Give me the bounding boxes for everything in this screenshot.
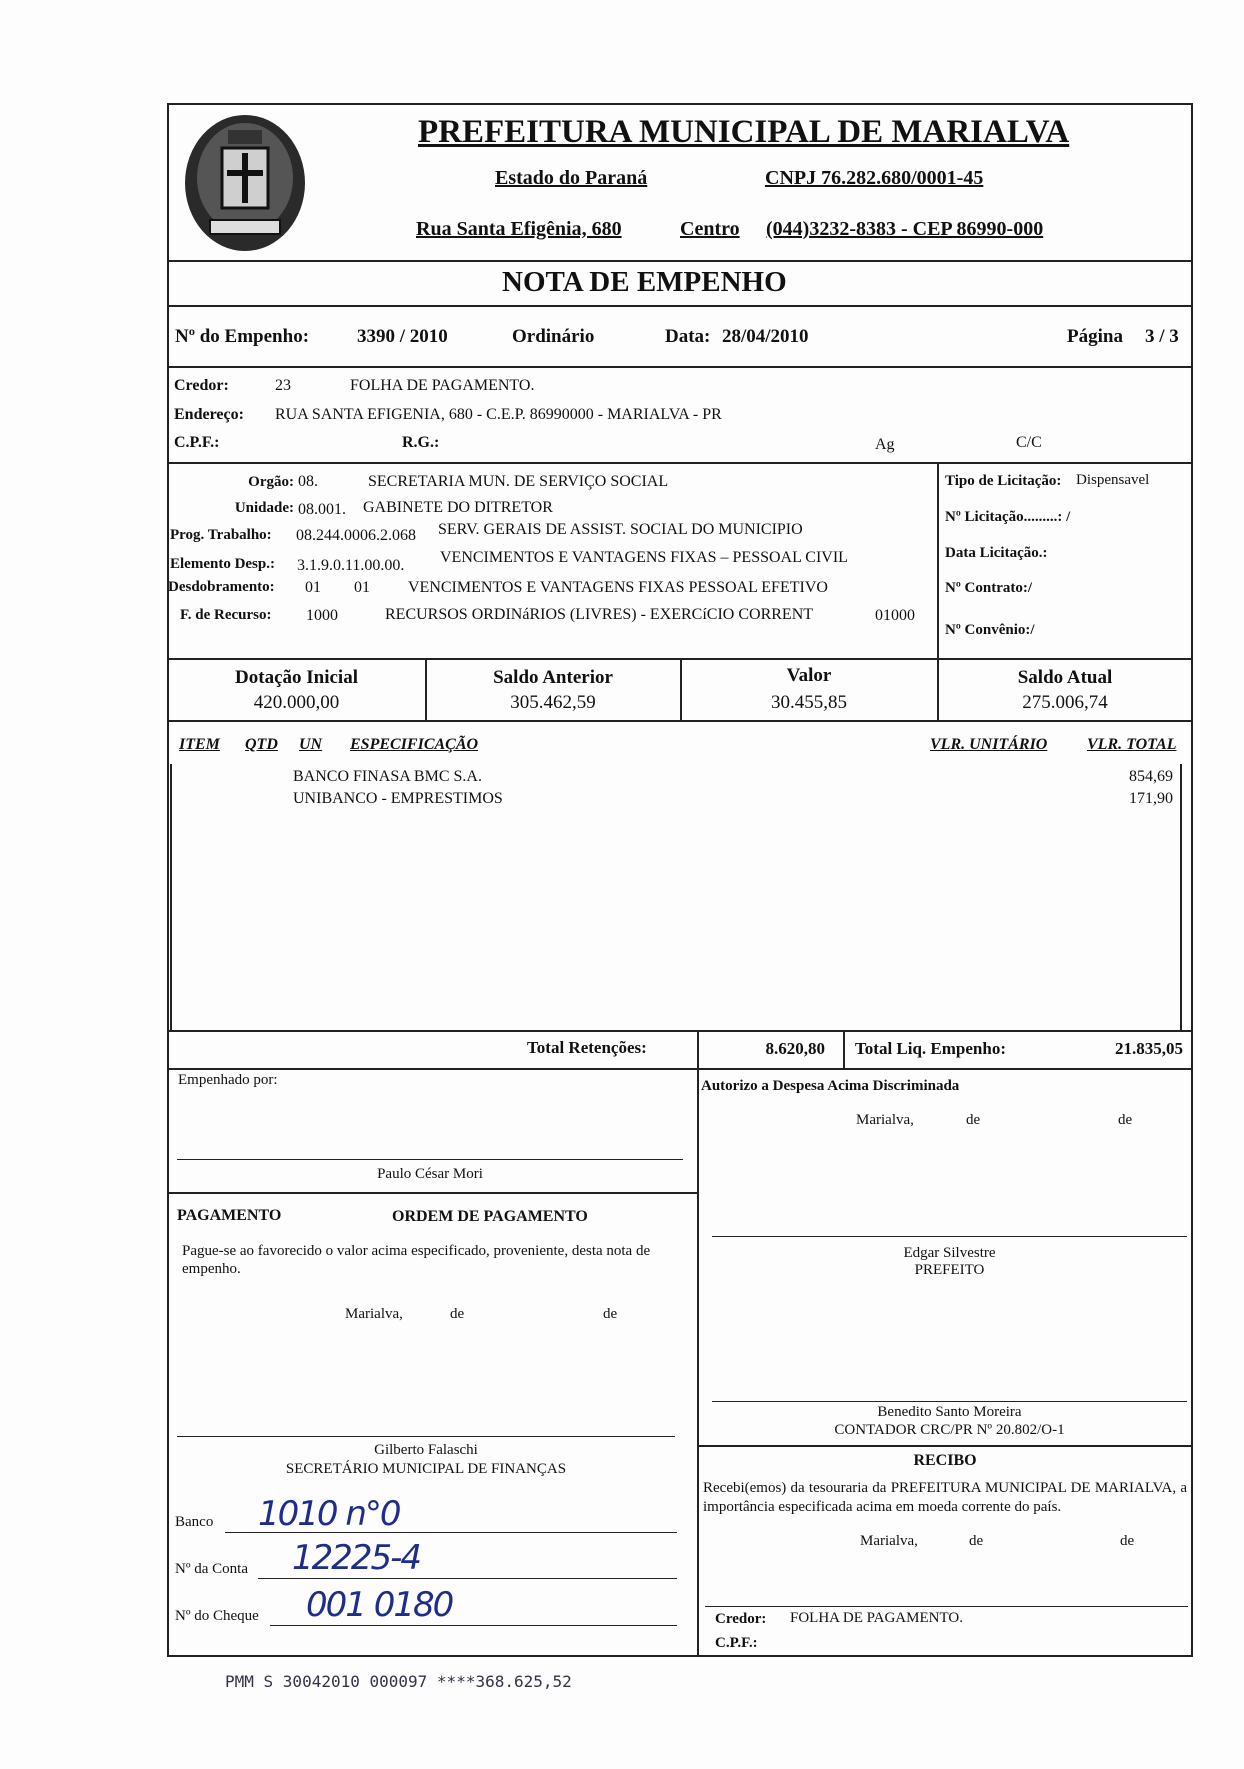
saldo-anterior-value: 305.462,59 (510, 692, 596, 713)
col-unit: VLR. UNITÁRIO (930, 736, 1048, 753)
coat-of-arms-icon (180, 108, 310, 258)
col-qtd: QTD (245, 736, 278, 753)
orgao-name: SECRETARIA MUN. DE SERVIÇO SOCIAL (368, 473, 669, 490)
divider (697, 1068, 699, 1657)
page-label: Página (1067, 326, 1123, 347)
pagamento-label: PAGAMENTO (177, 1207, 282, 1224)
address-text: Rua Santa Efigênia, 680 (416, 218, 622, 240)
credor-label: Credor: (174, 377, 229, 394)
ordem-text: Pague-se ao favorecido o valor acima especificado, proveniente, desta nota de empenho. (182, 1243, 651, 1277)
divider (170, 764, 172, 1030)
phone-cep-text: (044)3232-8383 - CEP 86990-000 (766, 218, 1044, 240)
retencoes-label: Total Retenções: (527, 1038, 647, 1057)
doc-title: NOTA DE EMPENHO (502, 266, 787, 298)
item-total: 854,69 (1129, 768, 1173, 785)
divider (167, 305, 1193, 307)
valor-label: Valor (786, 665, 832, 686)
recibo-de-2: de (1120, 1533, 1135, 1549)
tipo-licitacao-label: Tipo de Licitação: (945, 473, 1062, 489)
secretario-name: Gilberto Falaschi (374, 1442, 478, 1458)
autorizo-label: Autorizo a Despesa Acima Discriminada (701, 1078, 960, 1094)
tipo-licitacao-value: Dispensavel (1076, 472, 1150, 488)
divider (843, 1030, 845, 1068)
date-label: Data: (665, 326, 711, 347)
cpf-label: C.P.F.: (174, 434, 220, 451)
divider (167, 1192, 698, 1194)
desdobramento-b: 01 (354, 579, 370, 596)
district-text: Centro (680, 218, 740, 240)
empenho-value: 3390 / 2010 (357, 326, 448, 347)
recurso-extra: 01000 (875, 607, 915, 624)
ordem-de-2: de (603, 1306, 618, 1322)
endereco-value: RUA SANTA EFIGENIA, 680 - C.E.P. 86990000 - MARIALVA - PR (275, 406, 722, 423)
unidade-name: GABINETE DO DITRETOR (363, 499, 553, 516)
banco-label: Banco (175, 1514, 214, 1530)
recurso-name: RECURSOS ORDINáRIOS (LIVRES) - EXERCíCIO CORRENT (385, 606, 814, 623)
account-label: C/C (1016, 434, 1042, 451)
item-total: 171,90 (1129, 790, 1173, 807)
col-un: UN (299, 736, 323, 753)
col-total: VLR. TOTAL (1087, 736, 1177, 753)
ordem-de-1: de (450, 1306, 465, 1322)
divider (167, 366, 1193, 368)
cheque-handwritten: 001 0180 (306, 1585, 453, 1625)
elemento-label: Elemento Desp.: (170, 556, 275, 572)
ordem-label: ORDEM DE PAGAMENTO (392, 1208, 588, 1225)
conta-line (258, 1578, 677, 1579)
recibo-cpf-label: C.P.F.: (715, 1635, 758, 1651)
desdobramento-a: 01 (305, 579, 321, 596)
page-value: 3 / 3 (1145, 326, 1179, 347)
prog-code: 08.244.0006.2.068 (296, 527, 416, 544)
item-spec: UNIBANCO - EMPRESTIMOS (293, 790, 503, 807)
numero-licitacao-label: Nº Licitação.........: / (945, 509, 1071, 525)
unidade-label: Unidade: (234, 500, 294, 516)
liquido-label: Total Liq. Empenho: (855, 1039, 1006, 1058)
prefeito-role: PREFEITO (914, 1262, 985, 1278)
divider (937, 462, 939, 658)
divider (697, 1030, 699, 1068)
convenio-label: Nº Convênio:/ (945, 622, 1035, 638)
saldo-anterior-label: Saldo Anterior (493, 667, 613, 688)
desdobramento-label: Desdobramento: (168, 579, 275, 595)
empenhado-name: Paulo César Mori (377, 1166, 483, 1182)
divider (167, 720, 1193, 722)
item-spec: BANCO FINASA BMC S.A. (293, 768, 482, 785)
contrato-label: Nº Contrato:/ (945, 580, 1033, 596)
municipality-title: PREFEITURA MUNICIPAL DE MARIALVA (418, 114, 1070, 150)
signature-line (712, 1401, 1187, 1402)
col-item: ITEM (179, 736, 220, 753)
recibo-place: Marialva, (860, 1533, 918, 1549)
recibo-title: RECIBO (913, 1452, 977, 1469)
endereco-label: Endereço: (174, 406, 244, 423)
footer-stamp: PMM S 30042010 000097 ****368.625,52 (225, 1672, 572, 1691)
empenhado-label: Empenhado por: (178, 1072, 278, 1088)
prefeito-name: Edgar Silvestre (903, 1245, 996, 1261)
conta-label: Nº da Conta (175, 1561, 248, 1577)
recibo-credor-value: FOLHA DE PAGAMENTO. (790, 1610, 963, 1626)
ordem-place: Marialva, (345, 1306, 403, 1322)
dotacao-value: 420.000,00 (253, 692, 340, 713)
col-spec: ESPECIFICAÇÃO (350, 736, 479, 753)
prog-label: Prog. Trabalho: (170, 527, 272, 543)
valor-value: 30.455,85 (771, 692, 847, 713)
retencoes-value: 8.620,80 (765, 1039, 825, 1058)
divider (167, 462, 1193, 464)
recurso-label: F. de Recurso: (180, 607, 272, 623)
conta-handwritten: 12225-4 (292, 1538, 421, 1578)
elemento-code: 3.1.9.0.11.00.00. (297, 557, 405, 574)
contador-name: Benedito Santo Moreira (877, 1404, 1022, 1420)
recibo-credor-label: Credor: (715, 1611, 767, 1627)
date-value: 28/04/2010 (722, 326, 809, 347)
divider (167, 1030, 1193, 1032)
empenho-type: Ordinário (512, 326, 595, 347)
contador-role: CONTADOR CRC/PR Nº 20.802/O-1 (834, 1422, 1065, 1438)
saldo-atual-label: Saldo Atual (1017, 667, 1113, 688)
credor-name: FOLHA DE PAGAMENTO. (350, 377, 535, 394)
agency-label: Ag (875, 436, 895, 453)
signature-line (705, 1606, 1188, 1607)
cnpj-text: CNPJ 76.282.680/0001-45 (765, 167, 984, 189)
prog-name: SERV. GERAIS DE ASSIST. SOCIAL DO MUNICIPIO (438, 521, 803, 538)
autorizo-de-1: de (966, 1112, 981, 1128)
desdobramento-name: VENCIMENTOS E VANTAGENS FIXAS PESSOAL EFETIVO (408, 579, 828, 596)
elemento-name: VENCIMENTOS E VANTAGENS FIXAS – PESSOAL CIVIL (440, 549, 848, 566)
signature-line (712, 1236, 1187, 1237)
signature-line (177, 1159, 683, 1160)
orgao-code: 08. (298, 473, 318, 490)
cheque-label: Nº do Cheque (175, 1608, 259, 1624)
autorizo-place: Marialva, (856, 1112, 914, 1128)
data-licitacao-label: Data Licitação.: (945, 545, 1048, 561)
divider (1180, 764, 1182, 1030)
secretario-role: SECRETÁRIO MUNICIPAL DE FINANÇAS (285, 1461, 567, 1477)
saldo-atual-value: 275.006,74 (1022, 692, 1108, 713)
orgao-label: Orgão: (248, 474, 294, 490)
unidade-code: 08.001. (298, 501, 346, 518)
empenho-label: Nº do Empenho: (175, 326, 310, 347)
cheque-line (270, 1625, 677, 1626)
dotacao-label: Dotação Inicial (235, 667, 358, 688)
autorizo-de-2: de (1118, 1112, 1133, 1128)
recurso-code: 1000 (306, 607, 338, 624)
liquido-value: 21.835,05 (1115, 1039, 1183, 1058)
recibo-text: Recebi(emos) da tesouraria da PREFEITURA MUNICIPAL DE MARIALVA, a importância especificada acima em moeda corrente do país. (703, 1480, 1187, 1515)
rg-label: R.G.: (402, 434, 440, 451)
divider (697, 1445, 1193, 1447)
recibo-de-1: de (969, 1533, 984, 1549)
state-text: Estado do Paraná (495, 167, 648, 189)
divider (167, 260, 1193, 262)
banco-handwritten: 1010 n°0 (258, 1494, 400, 1534)
credor-code: 23 (275, 377, 291, 394)
divider (167, 1068, 1193, 1070)
signature-line (177, 1436, 675, 1437)
